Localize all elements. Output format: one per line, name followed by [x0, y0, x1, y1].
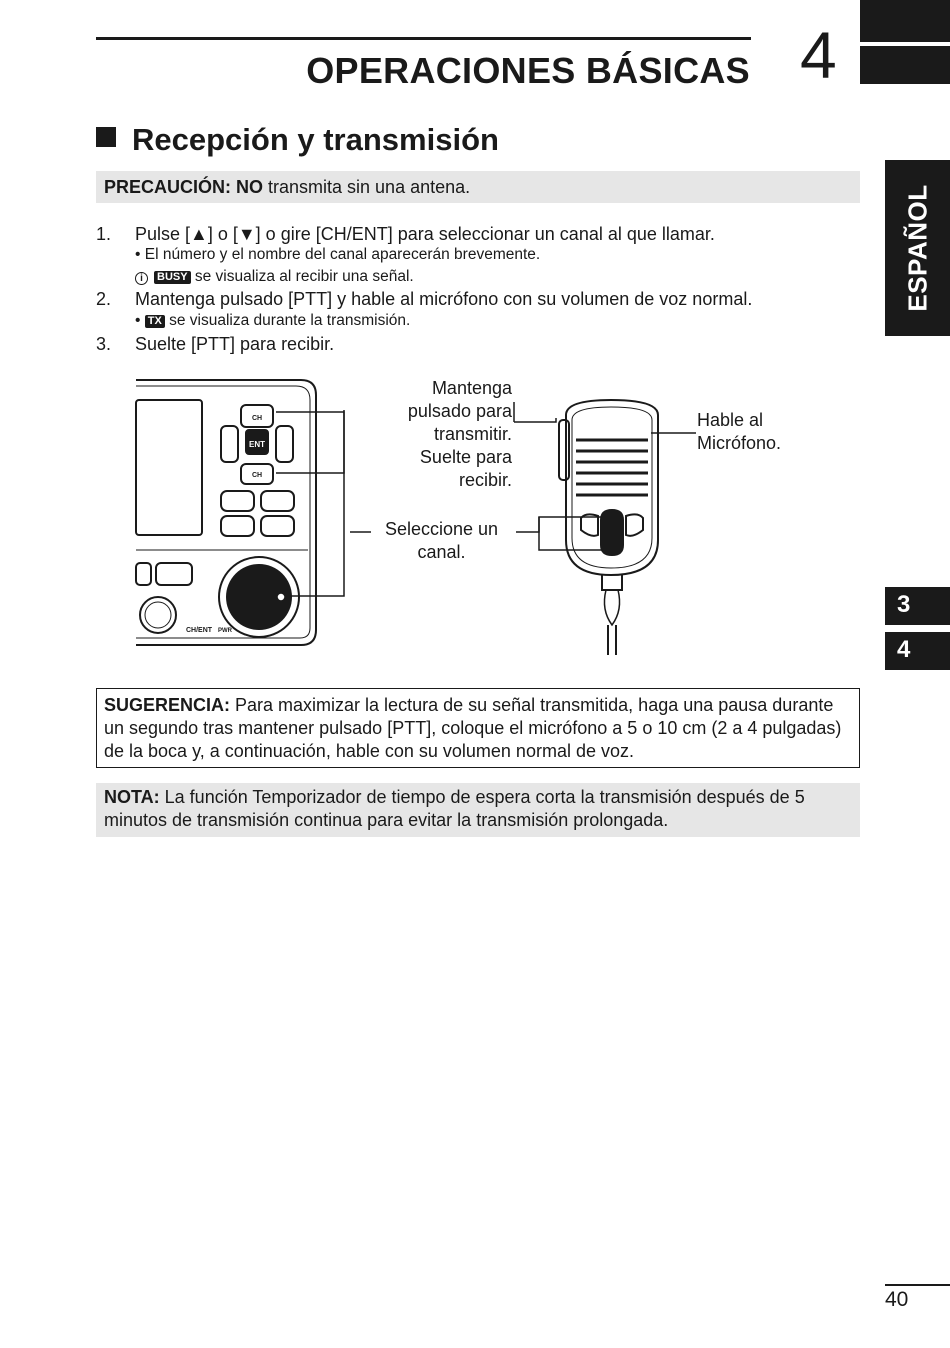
note-text: La función Temporizador de tiempo de espera corta la transmisión después de 5 minutos de transmisión continua para evitar la transmisión prolongada.: [104, 787, 805, 830]
channel-callout: [380, 518, 503, 564]
note-label: NOTA:: [104, 787, 160, 807]
ch-down-label: CH: [251, 472, 263, 479]
header-rule: [96, 37, 751, 40]
callout-line: pulsado para: [407, 401, 512, 421]
language-tab-label: ESPAÑOL: [902, 184, 932, 312]
ptt-button-icon: [559, 420, 569, 480]
chapter-tab-label: 3: [897, 591, 911, 618]
square-bullet-icon: [96, 127, 116, 147]
callout-line: Hable al: [697, 410, 764, 430]
footer-rule: [885, 1284, 950, 1286]
busy-badge: BUSY: [154, 271, 191, 284]
chapter-tab-bottom: [860, 46, 950, 84]
chapter-tab-label: 4: [897, 636, 911, 663]
step-number: 2.: [96, 289, 112, 309]
ptt-callout: [408, 377, 512, 492]
radio-figure: [96, 370, 816, 655]
page-number: 40: [885, 1288, 909, 1311]
language-tab[interactable]: [885, 160, 950, 336]
step-1-bullet: • El número y el nombre del canal aparecerán brevemente.: [135, 246, 541, 263]
ch-up-label: CH: [251, 415, 263, 422]
callout-line: canal.: [417, 542, 466, 562]
tip-label: SUGERENCIA:: [104, 695, 231, 715]
callout-line: recibir.: [458, 470, 512, 490]
radio-display-icon: [136, 400, 202, 535]
mic-channel-button-icon: [601, 510, 623, 555]
chapter-tab-3[interactable]: [885, 587, 950, 625]
chapter-tab-4[interactable]: [885, 632, 950, 670]
bullet-text: se visualiza durante la transmisión.: [164, 312, 411, 329]
step-1-info: [135, 268, 414, 286]
step-text: Pulse [▲] o [▼] o gire [CH/ENT] para seleccionar un canal al que llamar.: [135, 224, 715, 244]
caution-box: [96, 171, 860, 203]
knob-label: CH/ENT: [186, 627, 213, 634]
section-title-text: Recepción y transmisión: [132, 122, 499, 157]
caution-label: PRECAUCIÓN: NO: [104, 177, 264, 197]
chapter-number: 4: [800, 18, 837, 92]
step-text: Suelte [PTT] para recibir.: [135, 334, 335, 354]
step-number: 1.: [96, 224, 112, 244]
callout-line: transmitir.: [433, 424, 512, 444]
tip-text: Para maximizar la lectura de su señal transmitida, haga una pausa durante un segundo tras mantener pulsado [PTT], coloque el micrófono a 5 o 10 cm (2 a 4 pulgadas) de la boca y, a continuación, hable con su volumen normal de voz.: [104, 695, 842, 761]
callout-line: Mantenga: [431, 378, 512, 398]
step-2-bullet: [135, 312, 410, 330]
info-icon: i: [135, 272, 148, 285]
knob-badge: PWR: [218, 628, 232, 634]
chapter-title: OPERACIONES BÁSICAS: [306, 50, 750, 91]
callout-line: Seleccione un: [384, 519, 499, 539]
step-number: 3.: [96, 334, 112, 354]
callout-line: Micrófono.: [697, 433, 782, 453]
mic-callout: [697, 409, 781, 455]
caution-text: transmita sin una antena.: [263, 177, 471, 197]
section-title: [96, 122, 499, 158]
tx-badge: TX: [145, 315, 165, 328]
step-text: Mantenga pulsado [PTT] y hable al micrófono con su volumen de voz normal.: [135, 289, 753, 309]
info-text: se visualiza al recibir una señal.: [190, 268, 414, 285]
bullet-mark: •: [135, 312, 141, 329]
note-box: [96, 783, 860, 837]
chapter-tab-top: [860, 0, 950, 42]
tip-box: [96, 688, 860, 768]
ent-button-label: ENT: [249, 440, 265, 449]
callout-line: Suelte para: [419, 447, 512, 467]
